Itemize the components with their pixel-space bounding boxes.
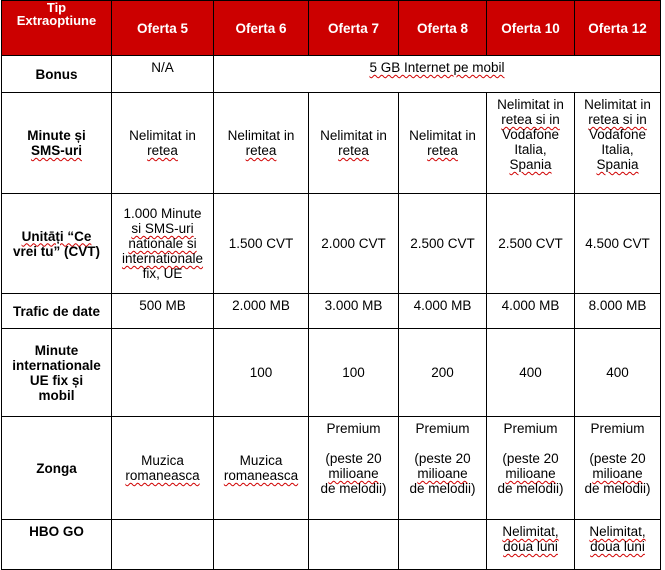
minute-sms-label-line1: Minute și bbox=[27, 128, 86, 143]
minute-sms-label-line2: SMS-uri bbox=[30, 143, 82, 158]
offers-comparison-table bbox=[1, 0, 661, 570]
text-line: Nelimitat in bbox=[584, 97, 651, 112]
row-label-zonga: Zonga bbox=[2, 417, 112, 520]
cell-zonga-oferta-8 bbox=[399, 417, 487, 520]
row-zonga bbox=[2, 417, 661, 520]
header-corner-line2: Extraoptiune bbox=[16, 13, 97, 28]
header-oferta-5: Oferta 5 bbox=[112, 1, 214, 56]
cell-hbo-oferta-12 bbox=[575, 520, 661, 570]
cell-zonga-oferta-12 bbox=[575, 417, 661, 520]
cell-minute-sms-oferta-12 bbox=[575, 93, 661, 194]
text-line: de melodii) bbox=[584, 481, 651, 496]
cell-cvt-oferta-6: 1.500 CVT bbox=[214, 194, 309, 294]
text-line: Nelimitat in bbox=[227, 128, 295, 143]
intl-label-line4: mobil bbox=[38, 387, 75, 403]
cell-cvt-oferta-8: 2.500 CVT bbox=[399, 194, 487, 294]
text-line: milioane bbox=[417, 466, 468, 481]
text-line: 1.000 Minute bbox=[123, 206, 202, 221]
text-line: Premium bbox=[590, 421, 645, 436]
cvt-label-line2: vrei tu” (CVT) bbox=[12, 243, 100, 259]
text-line: retea bbox=[427, 143, 458, 158]
text-line: (peste 20 bbox=[502, 451, 559, 466]
text-line: Spania bbox=[509, 157, 552, 172]
text-line: nationale si bbox=[128, 236, 197, 251]
cell-bonus-oferta-5: N/A bbox=[112, 56, 214, 93]
header-oferta-12: Oferta 12 bbox=[575, 1, 661, 56]
cell-zonga-oferta-7 bbox=[309, 417, 399, 520]
text-line: Spania bbox=[596, 157, 639, 172]
intl-label-line2: internationale bbox=[12, 357, 101, 373]
cell-hbo-oferta-5 bbox=[112, 520, 214, 570]
text-line: milioane bbox=[505, 466, 556, 481]
text-line: retea bbox=[338, 143, 369, 158]
cell-intl-oferta-7: 100 bbox=[309, 329, 399, 417]
text-line: retea si in bbox=[588, 112, 647, 127]
text-line: de melodii) bbox=[497, 481, 564, 496]
header-row bbox=[2, 1, 661, 56]
text-line: doua luni bbox=[503, 539, 558, 554]
text-line: internationale bbox=[121, 251, 204, 266]
header-oferta-8: Oferta 8 bbox=[399, 1, 487, 56]
cell-cvt-oferta-10: 2.500 CVT bbox=[487, 194, 575, 294]
cell-minute-sms-oferta-5 bbox=[112, 93, 214, 194]
cell-zonga-oferta-10 bbox=[487, 417, 575, 520]
cell-bonus-others bbox=[214, 56, 661, 93]
text-line: romaneasca bbox=[223, 468, 299, 483]
text-line: Italia, bbox=[601, 142, 634, 157]
text-line: Vodafone bbox=[588, 127, 647, 142]
text-line: milioane bbox=[328, 466, 379, 481]
text-line: retea bbox=[147, 143, 178, 158]
text-line: Nelimitat in bbox=[409, 128, 476, 143]
text-line: Premium bbox=[326, 421, 381, 436]
text-line: doua luni bbox=[590, 539, 645, 554]
cell-zonga-oferta-6 bbox=[214, 417, 309, 520]
row-label-bonus: Bonus bbox=[2, 56, 112, 93]
bonus-others-text: 5 GB Internet pe mobil bbox=[369, 60, 505, 75]
cell-trafic-oferta-6: 2.000 MB bbox=[214, 294, 309, 329]
cell-cvt-oferta-12: 4.500 CVT bbox=[575, 194, 661, 294]
cell-hbo-oferta-7 bbox=[309, 520, 399, 570]
header-oferta-7: Oferta 7 bbox=[309, 1, 399, 56]
cell-trafic-oferta-8: 4.000 MB bbox=[399, 294, 487, 329]
row-trafic bbox=[2, 294, 661, 329]
row-label-intl bbox=[2, 329, 112, 417]
text-line: milioane bbox=[592, 466, 643, 481]
cell-intl-oferta-6: 100 bbox=[214, 329, 309, 417]
text-line: de melodii) bbox=[409, 481, 476, 496]
cvt-label-line1: Unitāți “Ce bbox=[21, 228, 92, 244]
header-corner bbox=[2, 1, 112, 56]
cell-intl-oferta-5 bbox=[112, 329, 214, 417]
cell-intl-oferta-10: 400 bbox=[487, 329, 575, 417]
header-oferta-6: Oferta 6 bbox=[214, 1, 309, 56]
text-line: Nelimitat in bbox=[129, 128, 196, 143]
intl-label-line3: UE fix și bbox=[29, 372, 84, 388]
text-line: Premium bbox=[503, 421, 558, 436]
text-line: de melodii) bbox=[320, 481, 387, 496]
text-line: retea si in bbox=[501, 112, 560, 127]
cell-trafic-oferta-12: 8.000 MB bbox=[575, 294, 661, 329]
row-cvt bbox=[2, 194, 661, 294]
cell-minute-sms-oferta-6 bbox=[214, 93, 309, 194]
cell-minute-sms-oferta-8 bbox=[399, 93, 487, 194]
text-line: Nelimitat, bbox=[502, 524, 559, 539]
header-corner-line1: Tip bbox=[46, 0, 67, 15]
cell-zonga-oferta-5 bbox=[112, 417, 214, 520]
text-line: (peste 20 bbox=[589, 451, 646, 466]
text-line: fix, UE bbox=[142, 266, 183, 281]
row-label-cvt bbox=[2, 194, 112, 294]
text-line: Muzica bbox=[141, 453, 184, 468]
row-bonus bbox=[2, 56, 661, 93]
text-line: Vodafone bbox=[501, 127, 560, 142]
row-label-minute-sms bbox=[2, 93, 112, 194]
cell-hbo-oferta-6 bbox=[214, 520, 309, 570]
cell-intl-oferta-12: 400 bbox=[575, 329, 661, 417]
text-line: si SMS-uri bbox=[131, 221, 194, 236]
row-label-hbo: HBO GO bbox=[2, 520, 112, 570]
text-line: Nelimitat, bbox=[589, 524, 646, 539]
cell-cvt-oferta-7: 2.000 CVT bbox=[309, 194, 399, 294]
cell-minute-sms-oferta-10 bbox=[487, 93, 575, 194]
text-line: Nelimitat in bbox=[320, 128, 387, 143]
cell-hbo-oferta-8 bbox=[399, 520, 487, 570]
row-hbo bbox=[2, 520, 661, 570]
text-line: Premium bbox=[415, 421, 470, 436]
header-oferta-10: Oferta 10 bbox=[487, 1, 575, 56]
row-label-trafic: Trafic de date bbox=[2, 294, 112, 329]
text-line: Nelimitat in bbox=[497, 97, 564, 112]
text-line: Italia, bbox=[514, 142, 547, 157]
row-minute-sms bbox=[2, 93, 661, 194]
cell-hbo-oferta-10 bbox=[487, 520, 575, 570]
text-line: (peste 20 bbox=[325, 451, 382, 466]
cell-minute-sms-oferta-7 bbox=[309, 93, 399, 194]
text-line: Muzica bbox=[239, 453, 283, 468]
cell-trafic-oferta-10: 4.000 MB bbox=[487, 294, 575, 329]
intl-label-line1: Minute bbox=[34, 342, 79, 358]
cell-cvt-oferta-5 bbox=[112, 194, 214, 294]
text-line: romaneasca bbox=[125, 468, 200, 483]
text-line: (peste 20 bbox=[414, 451, 471, 466]
text-line: retea bbox=[245, 143, 277, 158]
cell-trafic-oferta-5: 500 MB bbox=[112, 294, 214, 329]
row-intl bbox=[2, 329, 661, 417]
cell-intl-oferta-8: 200 bbox=[399, 329, 487, 417]
cell-trafic-oferta-7: 3.000 MB bbox=[309, 294, 399, 329]
